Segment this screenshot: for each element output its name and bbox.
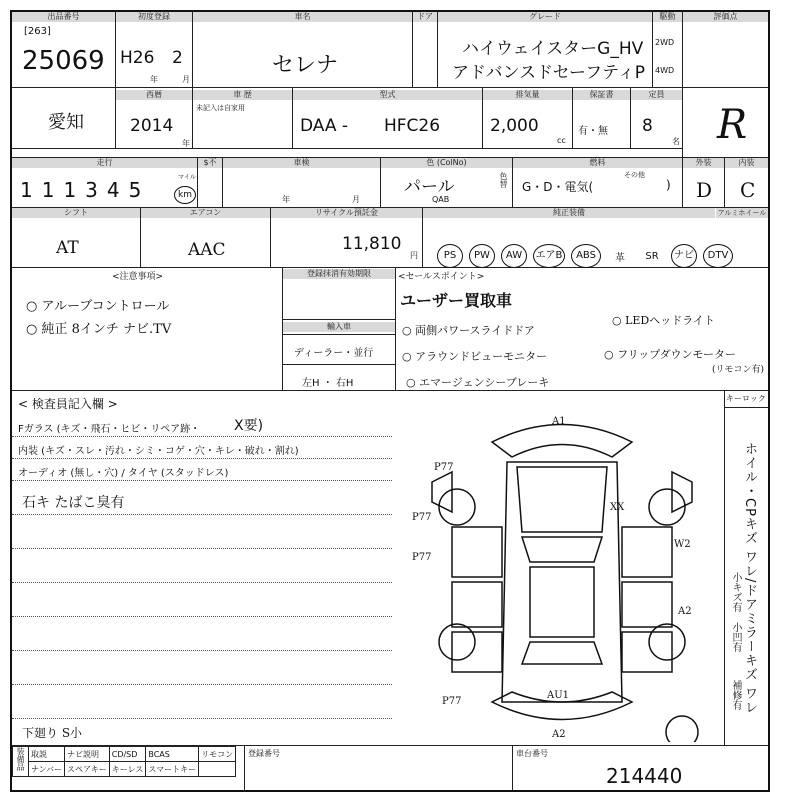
mark-p77-1: P77	[434, 462, 454, 473]
rating-label: 評価点	[683, 12, 768, 22]
lot-sub: [263]	[24, 26, 51, 37]
interior-value: C	[740, 178, 756, 202]
fuel-label: 燃料	[513, 158, 682, 168]
hand-note-2: 下廻り S小	[22, 726, 83, 740]
sales-point-3: ○ エマージェンシーブレーキ	[406, 376, 550, 389]
windshield	[522, 537, 602, 562]
audio-line: オーディオ (無し・穴) / タイヤ (スタッドレス)	[18, 468, 229, 479]
capacity-label: 定員	[631, 90, 682, 100]
mileage-value: 111345	[20, 178, 151, 202]
front-bumper	[492, 425, 632, 458]
equipment-sunroof: SR	[645, 250, 659, 262]
notice-label: <注意事項>	[112, 272, 164, 282]
grade-label: グレード	[438, 12, 652, 22]
equipment-leather: 革	[615, 252, 625, 264]
mileage-unit-circle	[174, 182, 196, 204]
import-label: 輸入車	[283, 322, 395, 332]
equipment-label: 純正装備	[423, 208, 715, 218]
equipment-dtv: DTV	[703, 244, 733, 268]
year-value: 2014	[130, 116, 174, 136]
import-handle: 左H ・ 右H	[302, 378, 354, 389]
interior-label: 内装	[725, 158, 768, 168]
notice-line-1: ○ アルーブコントロール	[26, 299, 170, 314]
footer-col1: 装備品	[13, 747, 29, 777]
footer-item-cdsd: CD/SD	[109, 747, 146, 762]
exterior-label: 外装	[683, 158, 724, 168]
color-change: 色替	[499, 172, 508, 188]
side-small-1: 小キズ有	[730, 572, 741, 612]
car-diagram	[412, 402, 712, 742]
year-mark: 年	[150, 75, 158, 84]
sales-point-label: <セールスポイント>	[398, 272, 485, 282]
hood	[517, 467, 607, 532]
footer-item-manual: 取説	[29, 747, 65, 762]
exterior-value: D	[696, 178, 713, 202]
glass-line: Fガラス (キズ・飛石・ヒビ・リペア跡・	[18, 424, 201, 435]
month-mark: 月	[182, 75, 190, 84]
footer-item-number: ナンバー	[29, 762, 65, 777]
sales-point-2: ○ アラウンドビューモニター	[402, 350, 548, 363]
grade-line1: ハイウェイスターG_HV	[462, 39, 644, 59]
fuel-other: その他	[624, 171, 645, 179]
right-front-door	[622, 527, 672, 577]
color-code: QAB	[432, 195, 450, 204]
fuel-value: G・D・電気(	[522, 180, 594, 194]
side-repair: 補修有	[730, 680, 741, 710]
footer-item-keyless: キーレス	[109, 762, 146, 777]
recycle-unit: 円	[410, 251, 418, 260]
color-label: 色 (ColNo)	[381, 158, 512, 168]
sales-point-1: ○ 両側パワースライドドア	[402, 324, 535, 337]
chassis-number: 214440	[606, 764, 683, 788]
warranty-label: 保証書	[573, 90, 630, 100]
grade-line2: アドバンスドセーフティP	[452, 63, 646, 83]
mileage-label: 走行	[12, 158, 197, 168]
import-dealer: ディーラー・並行	[294, 348, 374, 359]
left-mirror	[432, 472, 452, 512]
equipment-ps: PS	[437, 244, 463, 268]
notice-line-2: ○ 純正 8インチ ナビ.TV	[26, 322, 172, 337]
mark-w2: W2	[674, 539, 691, 550]
mark-a2-bottom: A2	[552, 729, 566, 740]
year-label: 西暦	[116, 90, 192, 100]
mileage-unit: km	[174, 186, 196, 204]
footer-equipment-table	[12, 746, 236, 777]
right-quarter	[622, 632, 672, 672]
inspection-year: 年	[282, 195, 290, 204]
auction-sheet	[10, 10, 770, 792]
first-reg-label: 初度登録	[116, 12, 192, 22]
interior-line: 内装 (キズ・スレ・汚れ・シミ・コゲ・穴・キレ・破れ・割れ)	[18, 446, 299, 457]
rating-value: R	[717, 102, 748, 148]
left-front-door	[452, 527, 502, 577]
footer-item-remote: リモコン	[199, 747, 236, 762]
first-reg-era: H26	[120, 48, 155, 68]
door-label: ドア	[413, 12, 437, 22]
sales-point-5: ○ フリップダウンモーター	[604, 348, 737, 361]
drive-2wd: 2WD	[655, 38, 675, 47]
extra-label: $不	[198, 158, 222, 168]
color-value: パール	[404, 177, 455, 197]
displacement-label: 排気量	[483, 90, 572, 100]
right-slide-door	[622, 582, 672, 627]
hand-note-1: 石キ たばこ臭有	[22, 495, 125, 511]
model-label: 型式	[293, 90, 482, 100]
equipment-pw: PW	[469, 244, 495, 268]
sales-title: ユーザー買取車	[400, 291, 513, 310]
inspector-title: < 検査員記入欄 >	[18, 397, 118, 411]
car-name-label: 車名	[193, 12, 412, 22]
equipment-list	[437, 244, 733, 268]
reg-no-label: 登録番号	[248, 749, 280, 758]
equipment-navi: ナビ	[671, 244, 697, 268]
tire-rear-right	[649, 624, 685, 660]
reg-expire-label: 登録抹消有効期限	[283, 269, 395, 279]
prefecture: 愛知	[48, 112, 84, 133]
sales-point-6: (リモコン有)	[712, 365, 765, 375]
tire-front-left	[439, 489, 475, 525]
rear-glass	[522, 642, 602, 664]
model-prefix: DAA -	[300, 116, 349, 136]
chassis-label: 車台番号	[516, 749, 548, 758]
sales-point-4: ○ LEDヘッドライト	[612, 314, 715, 327]
shift-label: シフト	[12, 208, 140, 218]
car-name: セレナ	[272, 53, 339, 78]
lot-number: 25069	[22, 46, 105, 76]
model-code: HFC26	[384, 116, 441, 136]
wheel-label: アルミホイール	[717, 209, 767, 217]
mark-p77-3: P77	[412, 552, 432, 563]
cc-unit: cc	[557, 136, 566, 145]
equipment-aw: AW	[501, 244, 527, 268]
mark-p77-2: P77	[412, 512, 432, 523]
roof	[530, 567, 594, 637]
tire-rear-left	[439, 624, 475, 660]
equipment-airbag: エアB	[533, 244, 565, 268]
right-mirror	[672, 472, 692, 512]
footer-item-navi-manual: ナビ説明	[65, 747, 110, 762]
history-note: 未記入は自家用	[196, 104, 245, 112]
mileage-mile: マイル	[178, 174, 196, 181]
recycle-value: 11,810	[342, 234, 402, 254]
drive-label: 駆動	[653, 12, 682, 22]
lot-label: 出品番号	[12, 12, 115, 22]
mark-au1: AU1	[547, 690, 570, 701]
capacity-unit: 名	[672, 137, 680, 146]
year-suffix: 年	[182, 139, 190, 148]
side-text: ホイル・CPキズ ワレ/ドアミラーキズ ワレ	[742, 442, 757, 715]
inspection-label: 車検	[223, 158, 380, 168]
mark-xx: XX	[610, 502, 625, 513]
recycle-label: リサイクル預託金	[271, 208, 422, 218]
drive-4wd: 4WD	[655, 66, 675, 75]
inspection-month: 月	[352, 195, 360, 204]
fuel-close: )	[666, 178, 671, 192]
history-label: 車 歴	[193, 90, 292, 100]
spare-tire	[666, 716, 698, 742]
mark-a2-right: A2	[678, 606, 692, 617]
side-small-2: 小凹有	[730, 622, 741, 652]
displacement-value: 2,000	[490, 116, 539, 136]
mark-p77-4: P77	[442, 696, 462, 707]
first-reg-month: 2	[172, 48, 183, 68]
tire-front-right	[649, 489, 685, 525]
capacity-value: 8	[642, 116, 653, 136]
mark-a1-top: A1	[552, 416, 566, 427]
equipment-abs: ABS	[571, 244, 601, 268]
key-label: キーロック	[726, 394, 766, 403]
glass-mark: X要)	[234, 418, 264, 434]
left-quarter	[452, 632, 502, 672]
ac-label: エアコン	[141, 208, 270, 218]
footer-item-smart-key: スマートキー	[146, 762, 199, 777]
shift-value: AT	[56, 238, 79, 258]
left-slide-door	[452, 582, 502, 627]
warranty-value: 有・無	[578, 126, 608, 137]
footer-item-bcas: BCAS	[146, 747, 199, 762]
ac-value: AAC	[188, 240, 226, 260]
footer-item-spare-key: スペアキー	[65, 762, 110, 777]
